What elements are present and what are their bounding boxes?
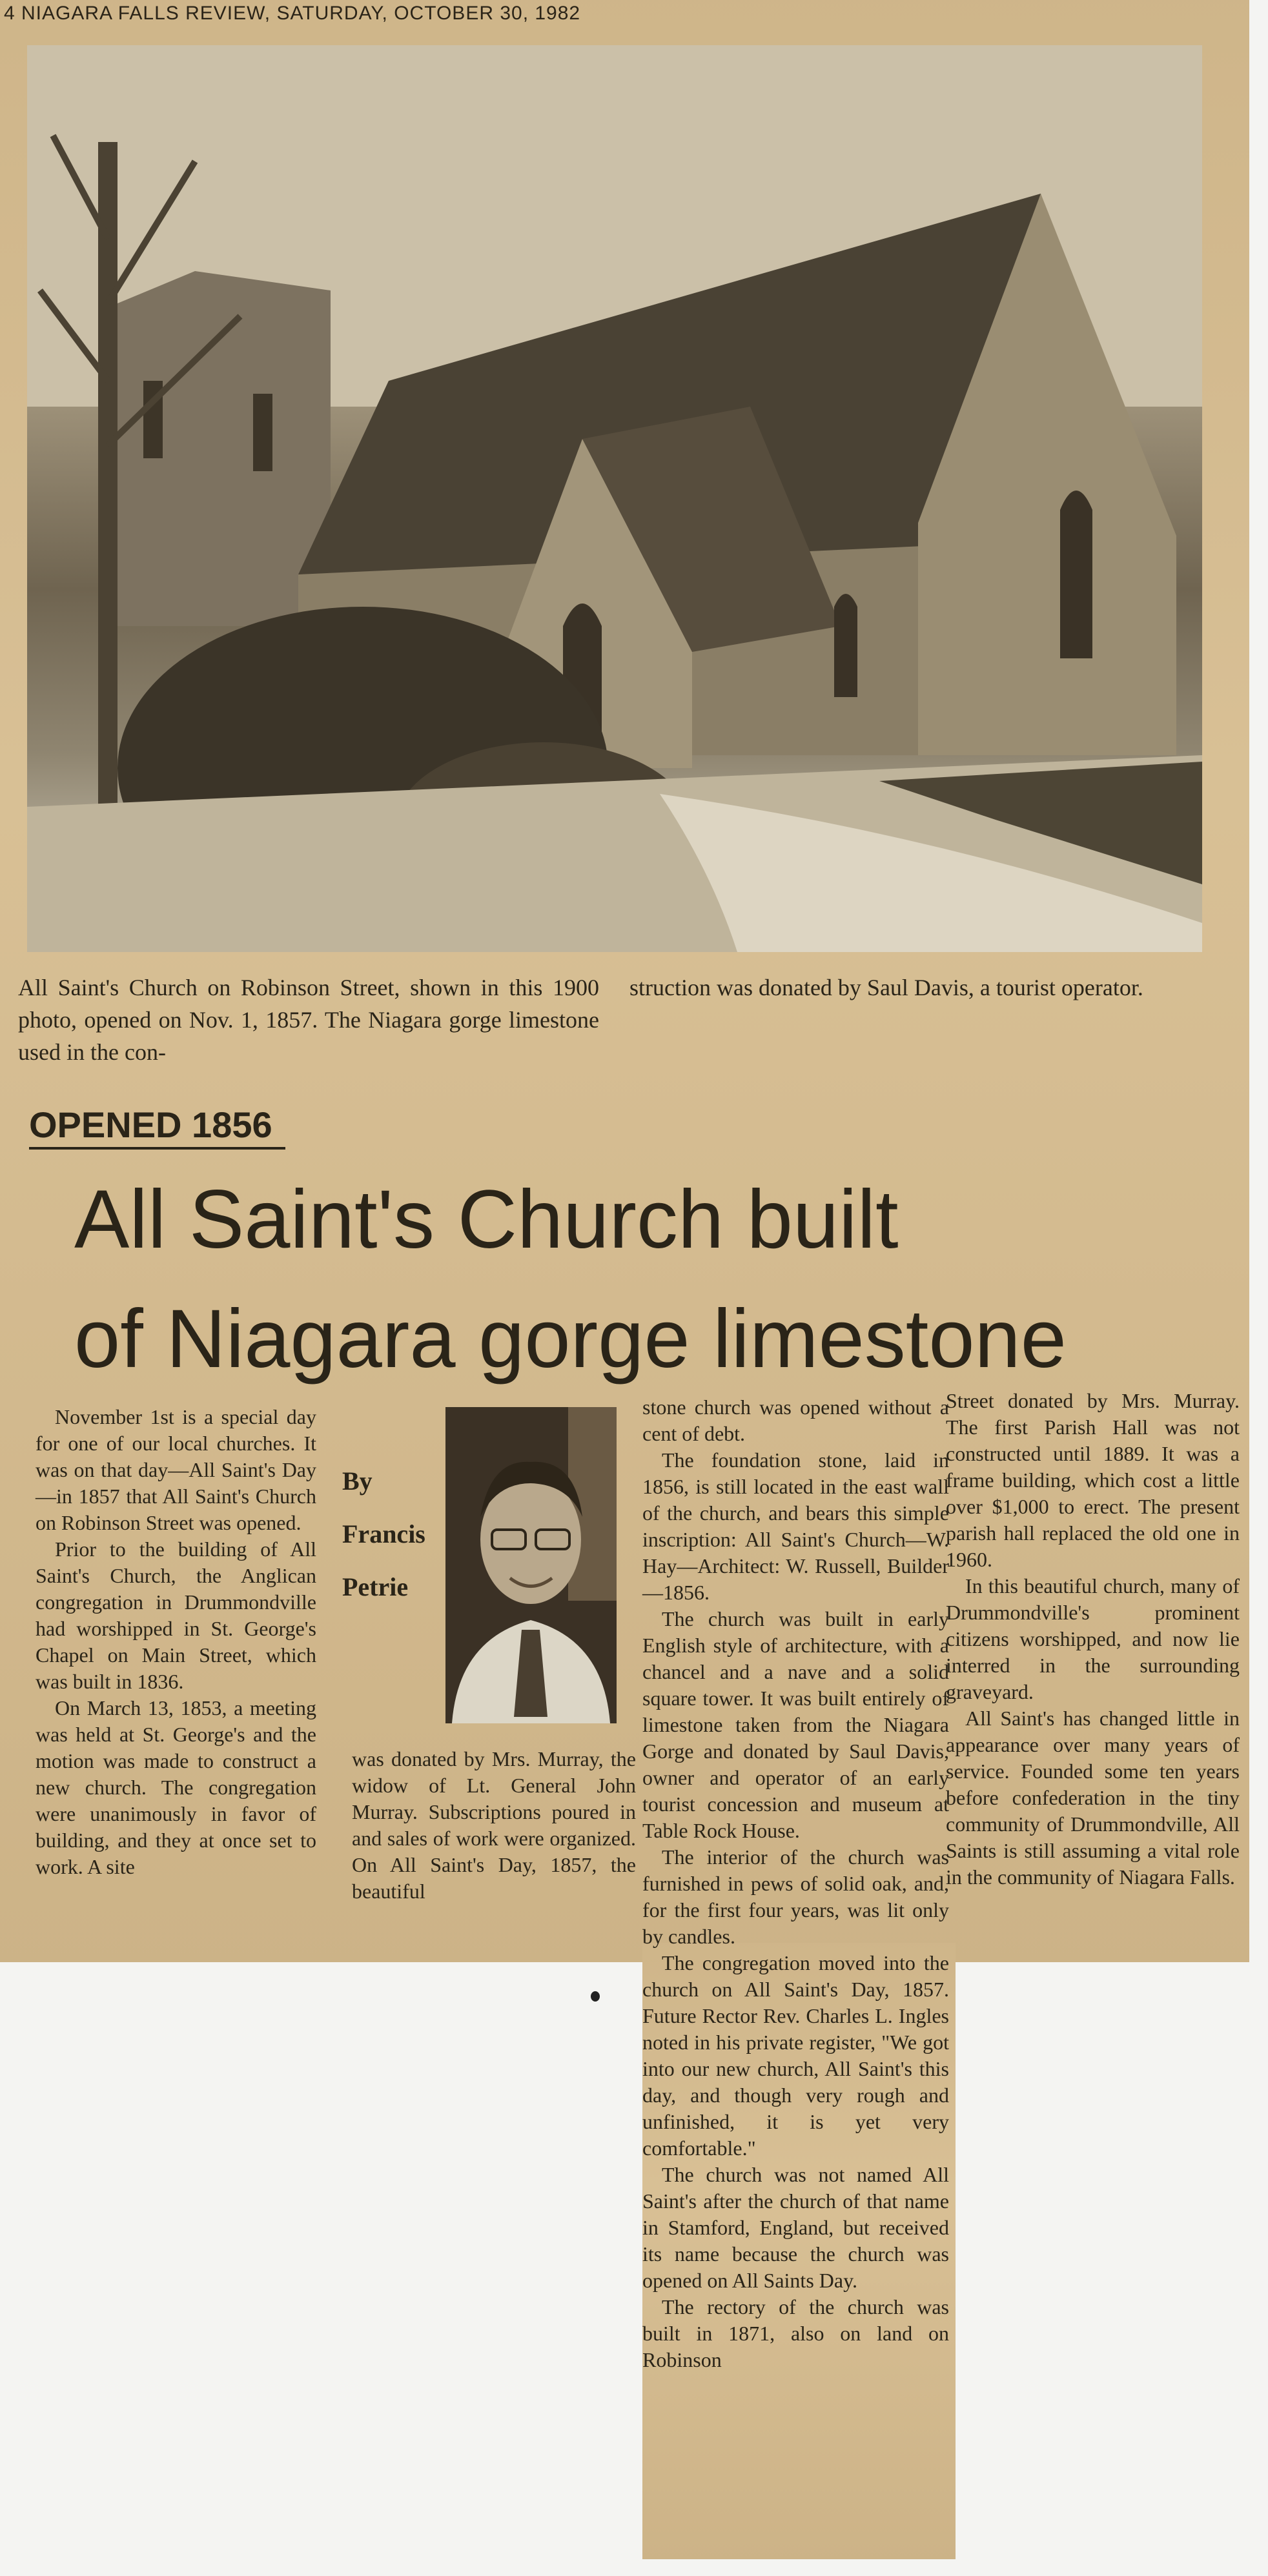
- paragraph: The congregation moved into the church on All Saint's Day, 1857. Future Rector Rev. Charles L. Ingles noted in his private register, "We got into our new church, All Saint's this day, and though very rough and unfinished, it is yet very comfortable.": [642, 1951, 949, 2160]
- byline-by: By: [342, 1466, 373, 1496]
- headline-line-1: All Saint's Church built: [74, 1173, 899, 1266]
- headline-line-2: of Niagara gorge limestone: [74, 1293, 1067, 1385]
- kicker: OPENED 1856: [29, 1104, 285, 1150]
- masthead: 4 NIAGARA FALLS REVIEW, SATURDAY, OCTOBER 30, 1982: [4, 3, 581, 24]
- paragraph: All Saint's has changed little in appearance over many years of service. Founded some ten years before confederation in the tiny community of Drummondville, All Saints is still assuming a vital role in the community of Niagara Falls.: [946, 1707, 1240, 1889]
- column-2: [352, 1746, 636, 1905]
- paragraph: On March 13, 1853, a meeting was held at St. George's and the motion was made to construct a new church. The congregation were unanimously in favor of building, and they at once set to work. A site: [36, 1696, 316, 1878]
- photo-caption-left: All Saint's Church on Robinson Street, shown in this 1900 photo, opened on Nov. 1, 1857. The Niagara gorge limestone used in the con-: [18, 975, 599, 1065]
- paragraph: The rectory of the church was built in 1871, also on land on Robinson: [642, 2295, 949, 2371]
- ink-speck: [591, 1991, 600, 2002]
- paragraph: The church was built in early English style of architecture, with a chancel and a nave and a solid square tower. It was built entirely of limestone taken from the Niagara Gorge and donated by Saul Davis, owner and operator of an early tourist concession and museum at Table Rock House.: [642, 1607, 949, 1842]
- author-portrait: [445, 1407, 617, 1723]
- byline-first-name: Francis: [342, 1519, 425, 1548]
- column-4: [946, 1388, 1240, 1891]
- paragraph: The church was not named All Saint's after the church of that name in Stamford, England, but received its name because the church was opened on All Saints Day.: [642, 2163, 949, 2292]
- byline: [342, 1465, 439, 1624]
- church-illustration: [27, 45, 1202, 952]
- church-photo: [27, 45, 1202, 952]
- paragraph: stone church was opened without a cent of debt.: [642, 1395, 949, 1445]
- paragraph: Street donated by Mrs. Murray. The first Parish Hall was not constructed until 1889. It was a frame building, which cost a little over $1,000 to erect. The present parish hall replaced the old one in 1960.: [946, 1389, 1240, 1571]
- column-3: [642, 1394, 949, 2373]
- paragraph: The foundation stone, laid in 1856, is still located in the east wall of the church, and bears this simple inscription: All Saint's Church—W. Hay—Architect: W. Russell, Builder—1856.: [642, 1448, 949, 1604]
- paragraph: November 1st is a special day for one of our local churches. It was on that day—All Saint's Day—in 1857 that All Saint's Church on Robinson Street was opened.: [36, 1405, 316, 1534]
- paragraph: In this beautiful church, many of Drummondville's prominent citizens worshipped, and now lie interred in the surrounding graveyard.: [946, 1574, 1240, 1703]
- portrait-illustration: [445, 1407, 617, 1723]
- paragraph: The interior of the church was furnished in pews of solid oak, and, for the first four years, was lit only by candles.: [642, 1845, 949, 1948]
- paragraph: Prior to the building of All Saint's Church, the Anglican congregation in Drummondville had worshipped in St. George's Chapel on Main Street, which was built in 1836.: [36, 1537, 316, 1693]
- column-1: [36, 1404, 316, 1880]
- paragraph: was donated by Mrs. Murray, the widow of Lt. General John Murray. Subscriptions poured in and sales of work were organized. On All Saint's Day, 1857, the beautiful: [352, 1747, 636, 1903]
- byline-last-name: Petrie: [342, 1572, 409, 1601]
- photo-caption-right: struction was donated by Saul Davis, a tourist operator.: [629, 975, 1143, 1000]
